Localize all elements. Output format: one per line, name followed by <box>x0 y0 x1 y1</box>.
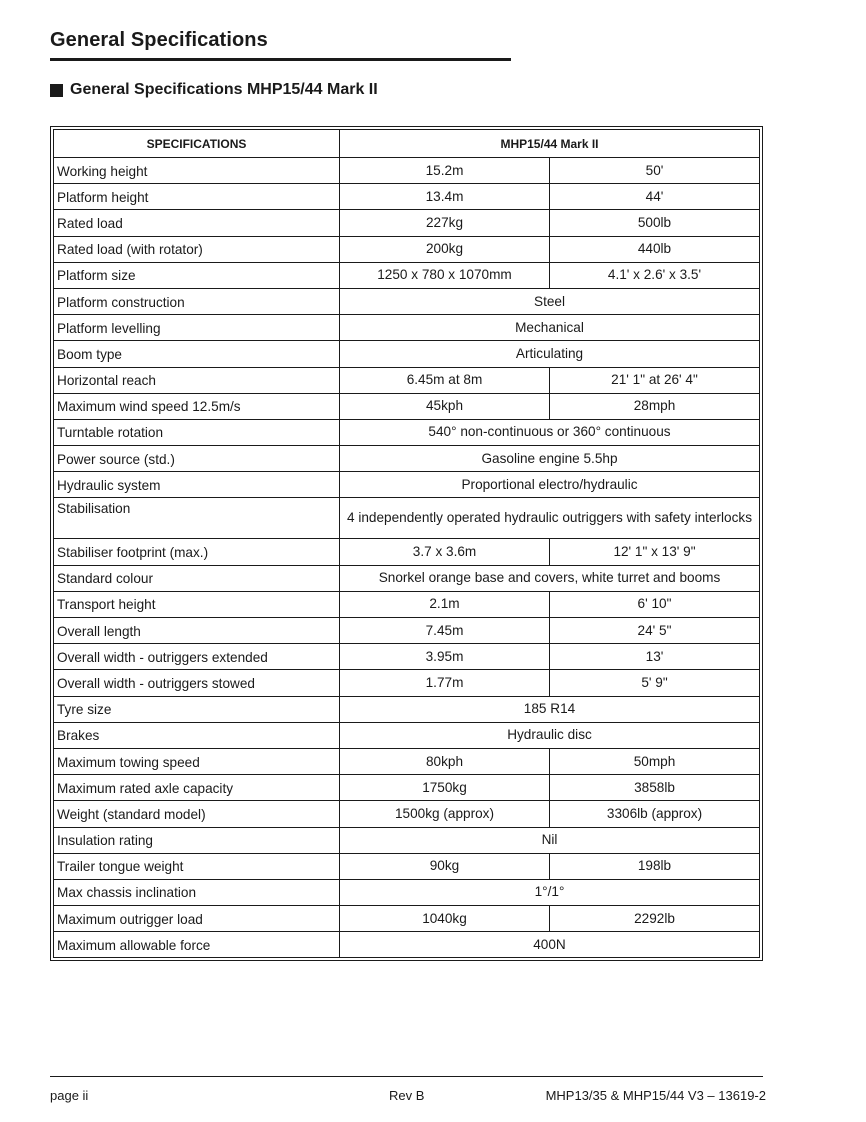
table-row <box>54 288 760 314</box>
spec-table <box>53 129 760 958</box>
section-heading-text: General Specifications MHP15/44 Mark II <box>70 81 378 98</box>
spec-label: Stabiliser footprint (max.) <box>54 539 340 565</box>
spec-label: Maximum towing speed <box>54 748 340 774</box>
spec-label: Horizontal reach <box>54 367 340 393</box>
table-row <box>54 853 760 879</box>
spec-value-imperial: 24' 5" <box>550 618 760 644</box>
spec-label: Overall length <box>54 618 340 644</box>
spec-value-imperial: 198lb <box>550 853 760 879</box>
spec-value-metric: 80kph <box>340 748 550 774</box>
spec-value-imperial: 440lb <box>550 236 760 262</box>
spec-value-metric: 3.7 x 3.6m <box>340 539 550 565</box>
spec-value-imperial: 500lb <box>550 210 760 236</box>
spec-value: 185 R14 <box>340 696 760 722</box>
table-row <box>54 644 760 670</box>
table-row <box>54 565 760 591</box>
table-row <box>54 879 760 905</box>
spec-label: Brakes <box>54 722 340 748</box>
table-row <box>54 262 760 288</box>
table-row <box>54 696 760 722</box>
spec-label: Maximum outrigger load <box>54 906 340 932</box>
square-bullet-icon <box>50 84 63 97</box>
footer-document-id: MHP13/35 & MHP15/44 V3 – 13619-2 <box>545 1088 766 1103</box>
table-row <box>54 393 760 419</box>
spec-value-metric: 1250 x 780 x 1070mm <box>340 262 550 288</box>
spec-value-metric: 15.2m <box>340 158 550 184</box>
spec-value: 4 independently operated hydraulic outriggers with safety interlocks <box>340 498 760 539</box>
spec-label: Overall width - outriggers stowed <box>54 670 340 696</box>
table-row <box>54 446 760 472</box>
spec-value-imperial: 6' 10" <box>550 591 760 617</box>
spec-value-metric: 6.45m at 8m <box>340 367 550 393</box>
table-row <box>54 775 760 801</box>
footer-rule <box>50 1076 763 1077</box>
spec-label: Rated load (with rotator) <box>54 236 340 262</box>
table-row <box>54 158 760 184</box>
table-row <box>54 748 760 774</box>
spec-value: Mechanical <box>340 315 760 341</box>
spec-label: Power source (std.) <box>54 446 340 472</box>
spec-label: Hydraulic system <box>54 472 340 498</box>
table-row <box>54 932 760 958</box>
table-row <box>54 472 760 498</box>
spec-value-imperial: 3306lb (approx) <box>550 801 760 827</box>
footer-revision: Rev B <box>389 1088 425 1103</box>
spec-label: Maximum wind speed 12.5m/s <box>54 393 340 419</box>
spec-value-imperial: 50mph <box>550 748 760 774</box>
spec-table-body <box>54 158 760 958</box>
spec-value: Hydraulic disc <box>340 722 760 748</box>
header-model: MHP15/44 Mark II <box>340 130 760 158</box>
table-row <box>54 670 760 696</box>
spec-label: Insulation rating <box>54 827 340 853</box>
table-row <box>54 184 760 210</box>
table-row <box>54 801 760 827</box>
table-row <box>54 539 760 565</box>
table-row <box>54 827 760 853</box>
spec-value-metric: 45kph <box>340 393 550 419</box>
spec-value-imperial: 4.1' x 2.6' x 3.5' <box>550 262 760 288</box>
spec-label: Platform levelling <box>54 315 340 341</box>
spec-value-metric: 7.45m <box>340 618 550 644</box>
spec-table-frame <box>50 126 763 961</box>
spec-value-imperial: 2292lb <box>550 906 760 932</box>
spec-value-metric: 1.77m <box>340 670 550 696</box>
section-heading <box>50 81 378 99</box>
spec-label: Rated load <box>54 210 340 236</box>
spec-value-imperial: 5' 9" <box>550 670 760 696</box>
spec-value-metric: 1500kg (approx) <box>340 801 550 827</box>
spec-label: Platform size <box>54 262 340 288</box>
spec-value-imperial: 21' 1" at 26' 4" <box>550 367 760 393</box>
page-title: General Specifications <box>50 29 268 51</box>
spec-label: Maximum allowable force <box>54 932 340 958</box>
table-row <box>54 367 760 393</box>
spec-value-imperial: 44' <box>550 184 760 210</box>
spec-value: Steel <box>340 288 760 314</box>
spec-label: Max chassis inclination <box>54 879 340 905</box>
spec-value: 540° non-continuous or 360° continuous <box>340 419 760 445</box>
table-row <box>54 419 760 445</box>
header-specifications: SPECIFICATIONS <box>54 130 340 158</box>
table-header-row <box>54 130 760 158</box>
spec-value-metric: 2.1m <box>340 591 550 617</box>
spec-label: Platform height <box>54 184 340 210</box>
spec-value-metric: 90kg <box>340 853 550 879</box>
spec-value-metric: 1750kg <box>340 775 550 801</box>
spec-label: Tyre size <box>54 696 340 722</box>
spec-label: Trailer tongue weight <box>54 853 340 879</box>
table-row <box>54 236 760 262</box>
table-row <box>54 906 760 932</box>
spec-label: Working height <box>54 158 340 184</box>
spec-label: Stabilisation <box>54 498 340 539</box>
spec-value-imperial: 13' <box>550 644 760 670</box>
spec-value-metric: 3.95m <box>340 644 550 670</box>
table-row <box>54 210 760 236</box>
spec-label: Overall width - outriggers extended <box>54 644 340 670</box>
table-row <box>54 722 760 748</box>
title-rule <box>50 58 511 61</box>
table-row <box>54 618 760 644</box>
spec-label: Weight (standard model) <box>54 801 340 827</box>
table-row <box>54 591 760 617</box>
spec-value-metric: 1040kg <box>340 906 550 932</box>
spec-value: Articulating <box>340 341 760 367</box>
spec-label: Turntable rotation <box>54 419 340 445</box>
spec-value-metric: 227kg <box>340 210 550 236</box>
spec-value-imperial: 50' <box>550 158 760 184</box>
spec-value-imperial: 3858lb <box>550 775 760 801</box>
spec-value: 1°/1° <box>340 879 760 905</box>
spec-value: Snorkel orange base and covers, white turret and booms <box>340 565 760 591</box>
spec-value: 400N <box>340 932 760 958</box>
spec-value-metric: 200kg <box>340 236 550 262</box>
table-row <box>54 498 760 539</box>
spec-value-metric: 13.4m <box>340 184 550 210</box>
footer-page-number: page ii <box>50 1088 89 1103</box>
spec-label: Platform construction <box>54 288 340 314</box>
spec-label: Maximum rated axle capacity <box>54 775 340 801</box>
spec-label: Transport height <box>54 591 340 617</box>
spec-value-imperial: 28mph <box>550 393 760 419</box>
spec-value-imperial: 12' 1" x 13' 9" <box>550 539 760 565</box>
spec-label: Boom type <box>54 341 340 367</box>
table-row <box>54 341 760 367</box>
spec-label: Standard colour <box>54 565 340 591</box>
spec-value: Gasoline engine 5.5hp <box>340 446 760 472</box>
spec-value: Proportional electro/hydraulic <box>340 472 760 498</box>
spec-value: Nil <box>340 827 760 853</box>
table-row <box>54 315 760 341</box>
